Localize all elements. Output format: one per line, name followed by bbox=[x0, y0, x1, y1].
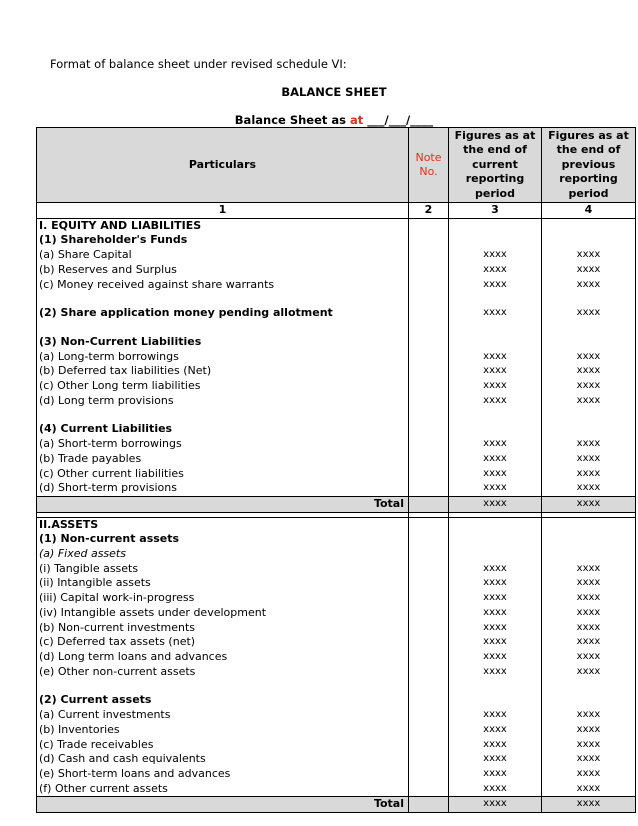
value-current: xxxx bbox=[449, 306, 542, 321]
table-row bbox=[37, 306, 636, 321]
empty-cell bbox=[542, 292, 636, 306]
group-heading-row bbox=[37, 693, 636, 708]
empty-cell bbox=[409, 233, 449, 248]
value-previous: xxxx bbox=[542, 738, 636, 753]
value-current: xxxx bbox=[449, 394, 542, 409]
date-prefix: Balance Sheet as bbox=[234, 113, 351, 127]
spacer-row bbox=[37, 679, 636, 693]
subgroup-heading-row bbox=[37, 547, 636, 562]
empty-cell bbox=[542, 679, 636, 693]
empty-cell bbox=[409, 306, 449, 321]
header-note-no: Note No. bbox=[409, 128, 449, 203]
row-label: (2) Share application money pending allotment bbox=[37, 306, 409, 321]
value-current: xxxx bbox=[449, 621, 542, 636]
value-current: xxxx bbox=[449, 752, 542, 767]
header-row bbox=[37, 128, 636, 203]
empty-cell bbox=[409, 650, 449, 665]
value-current: xxxx bbox=[449, 379, 542, 394]
table-row bbox=[37, 481, 636, 496]
empty-cell bbox=[449, 517, 542, 532]
table-row bbox=[37, 248, 636, 263]
row-label: (d) Long term loans and advances bbox=[37, 650, 409, 665]
value-previous: xxxx bbox=[542, 481, 636, 496]
value-current: xxxx bbox=[449, 767, 542, 782]
header-current-period: Figures as at the end of current reporting period bbox=[449, 128, 542, 203]
empty-cell bbox=[409, 752, 449, 767]
empty-cell bbox=[542, 693, 636, 708]
row-label: (c) Trade receivables bbox=[37, 738, 409, 753]
value-previous: xxxx bbox=[542, 278, 636, 293]
value-previous: xxxx bbox=[542, 723, 636, 738]
col-number: 3 bbox=[449, 203, 542, 219]
empty-cell bbox=[409, 767, 449, 782]
empty-cell bbox=[409, 218, 449, 233]
empty-cell bbox=[409, 408, 449, 422]
table-row bbox=[37, 350, 636, 365]
value-previous: xxxx bbox=[542, 621, 636, 636]
value-previous: xxxx bbox=[542, 350, 636, 365]
row-label: (c) Money received against share warrants bbox=[37, 278, 409, 293]
table-row bbox=[37, 752, 636, 767]
empty-cell bbox=[449, 321, 542, 335]
empty-cell bbox=[409, 635, 449, 650]
table-row bbox=[37, 723, 636, 738]
group-heading: (4) Current Liabilities bbox=[37, 422, 409, 437]
row-label: (d) Cash and cash equivalents bbox=[37, 752, 409, 767]
table-row bbox=[37, 562, 636, 577]
table-row bbox=[37, 606, 636, 621]
table-row bbox=[37, 576, 636, 591]
empty-cell bbox=[409, 708, 449, 723]
row-label: (iv) Intangible assets under development bbox=[37, 606, 409, 621]
row-label: (c) Other Long term liabilities bbox=[37, 379, 409, 394]
empty-cell bbox=[409, 679, 449, 693]
empty-cell bbox=[542, 218, 636, 233]
spacer-row bbox=[37, 408, 636, 422]
value-current: xxxx bbox=[449, 650, 542, 665]
empty-cell bbox=[449, 693, 542, 708]
empty-cell bbox=[449, 422, 542, 437]
value-current: xxxx bbox=[449, 452, 542, 467]
empty-cell bbox=[542, 233, 636, 248]
value-current: xxxx bbox=[449, 591, 542, 606]
table-row bbox=[37, 708, 636, 723]
empty-cell bbox=[449, 679, 542, 693]
empty-cell bbox=[409, 797, 449, 813]
group-heading-row bbox=[37, 532, 636, 547]
value-current: xxxx bbox=[449, 278, 542, 293]
row-label: (f) Other current assets bbox=[37, 782, 409, 797]
table-row bbox=[37, 782, 636, 797]
total-previous: xxxx bbox=[542, 797, 636, 813]
subgroup-heading: (a) Fixed assets bbox=[37, 547, 409, 562]
value-previous: xxxx bbox=[542, 263, 636, 278]
col-number: 4 bbox=[542, 203, 636, 219]
date-at: at bbox=[350, 113, 364, 127]
empty-cell bbox=[409, 263, 449, 278]
empty-cell bbox=[542, 532, 636, 547]
group-heading-row bbox=[37, 335, 636, 350]
intro-text: Format of balance sheet under revised schedule VI: bbox=[50, 57, 347, 71]
table-row bbox=[37, 364, 636, 379]
value-current: xxxx bbox=[449, 738, 542, 753]
empty-cell bbox=[37, 292, 409, 306]
empty-cell bbox=[409, 394, 449, 409]
group-heading: (1) Non-current assets bbox=[37, 532, 409, 547]
empty-cell bbox=[409, 496, 449, 512]
balance-sheet-table bbox=[36, 127, 636, 813]
empty-cell bbox=[449, 335, 542, 350]
empty-cell bbox=[449, 532, 542, 547]
empty-cell bbox=[409, 437, 449, 452]
table-row bbox=[37, 437, 636, 452]
table-row bbox=[37, 738, 636, 753]
group-heading-row bbox=[37, 422, 636, 437]
empty-cell bbox=[409, 738, 449, 753]
total-row bbox=[37, 797, 636, 813]
total-current: xxxx bbox=[449, 797, 542, 813]
row-label: (i) Tangible assets bbox=[37, 562, 409, 577]
empty-cell bbox=[542, 547, 636, 562]
empty-cell bbox=[409, 481, 449, 496]
empty-cell bbox=[409, 693, 449, 708]
value-previous: xxxx bbox=[542, 650, 636, 665]
row-label: (a) Long-term borrowings bbox=[37, 350, 409, 365]
spacer-row bbox=[37, 321, 636, 335]
row-label: (ii) Intangible assets bbox=[37, 576, 409, 591]
table-row bbox=[37, 591, 636, 606]
value-current: xxxx bbox=[449, 576, 542, 591]
empty-cell bbox=[409, 379, 449, 394]
row-label: (b) Non-current investments bbox=[37, 621, 409, 636]
value-previous: xxxx bbox=[542, 562, 636, 577]
table-row bbox=[37, 467, 636, 482]
table-row bbox=[37, 452, 636, 467]
value-current: xxxx bbox=[449, 665, 542, 680]
row-label: (b) Trade payables bbox=[37, 452, 409, 467]
empty-cell bbox=[409, 547, 449, 562]
value-previous: xxxx bbox=[542, 767, 636, 782]
row-label: (c) Other current liabilities bbox=[37, 467, 409, 482]
value-previous: xxxx bbox=[542, 635, 636, 650]
header-particulars: Particulars bbox=[37, 128, 409, 203]
total-current: xxxx bbox=[449, 496, 542, 512]
value-previous: xxxx bbox=[542, 752, 636, 767]
group-heading: (3) Non-Current Liabilities bbox=[37, 335, 409, 350]
empty-cell bbox=[409, 335, 449, 350]
table-row bbox=[37, 635, 636, 650]
empty-cell bbox=[409, 248, 449, 263]
empty-cell bbox=[37, 321, 409, 335]
empty-cell bbox=[542, 335, 636, 350]
value-current: xxxx bbox=[449, 248, 542, 263]
empty-cell bbox=[409, 576, 449, 591]
empty-cell bbox=[409, 517, 449, 532]
value-previous: xxxx bbox=[542, 306, 636, 321]
empty-cell bbox=[449, 292, 542, 306]
document-title: BALANCE SHEET bbox=[281, 85, 387, 99]
value-current: xxxx bbox=[449, 606, 542, 621]
value-previous: xxxx bbox=[542, 467, 636, 482]
empty-cell bbox=[409, 621, 449, 636]
empty-cell bbox=[409, 364, 449, 379]
table-row bbox=[37, 263, 636, 278]
table-row bbox=[37, 278, 636, 293]
value-previous: xxxx bbox=[542, 576, 636, 591]
row-label: (e) Short-term loans and advances bbox=[37, 767, 409, 782]
empty-cell bbox=[449, 408, 542, 422]
table-row bbox=[37, 650, 636, 665]
row-label: (iii) Capital work-in-progress bbox=[37, 591, 409, 606]
row-label: (c) Deferred tax assets (net) bbox=[37, 635, 409, 650]
row-label: (d) Long term provisions bbox=[37, 394, 409, 409]
balance-sheet-date-line bbox=[0, 113, 638, 127]
empty-cell bbox=[409, 467, 449, 482]
row-label: (e) Other non-current assets bbox=[37, 665, 409, 680]
value-current: xxxx bbox=[449, 782, 542, 797]
value-previous: xxxx bbox=[542, 379, 636, 394]
total-row bbox=[37, 496, 636, 512]
row-label: (a) Share Capital bbox=[37, 248, 409, 263]
row-label: (b) Inventories bbox=[37, 723, 409, 738]
empty-cell bbox=[542, 408, 636, 422]
value-current: xxxx bbox=[449, 708, 542, 723]
empty-cell bbox=[409, 278, 449, 293]
table-row bbox=[37, 621, 636, 636]
empty-cell bbox=[449, 233, 542, 248]
empty-cell bbox=[409, 292, 449, 306]
column-number-row bbox=[37, 203, 636, 219]
value-previous: xxxx bbox=[542, 591, 636, 606]
row-label: (a) Current investments bbox=[37, 708, 409, 723]
group-heading-row bbox=[37, 233, 636, 248]
value-current: xxxx bbox=[449, 481, 542, 496]
value-previous: xxxx bbox=[542, 394, 636, 409]
group-heading: (1) Shareholder's Funds bbox=[37, 233, 409, 248]
value-current: xxxx bbox=[449, 723, 542, 738]
value-previous: xxxx bbox=[542, 708, 636, 723]
empty-cell bbox=[409, 723, 449, 738]
value-previous: xxxx bbox=[542, 606, 636, 621]
value-current: xxxx bbox=[449, 467, 542, 482]
empty-cell bbox=[37, 679, 409, 693]
row-label: (b) Deferred tax liabilities (Net) bbox=[37, 364, 409, 379]
value-previous: xxxx bbox=[542, 665, 636, 680]
value-previous: xxxx bbox=[542, 364, 636, 379]
empty-cell bbox=[409, 562, 449, 577]
col-number: 1 bbox=[37, 203, 409, 219]
total-label: Total bbox=[37, 496, 409, 512]
empty-cell bbox=[409, 532, 449, 547]
section-heading-row bbox=[37, 218, 636, 233]
col-number: 2 bbox=[409, 203, 449, 219]
empty-cell bbox=[449, 218, 542, 233]
value-current: xxxx bbox=[449, 562, 542, 577]
empty-cell bbox=[449, 547, 542, 562]
table-row bbox=[37, 394, 636, 409]
value-previous: xxxx bbox=[542, 437, 636, 452]
empty-cell bbox=[409, 350, 449, 365]
value-previous: xxxx bbox=[542, 248, 636, 263]
section-heading-row bbox=[37, 517, 636, 532]
empty-cell bbox=[37, 408, 409, 422]
empty-cell bbox=[409, 782, 449, 797]
total-label: Total bbox=[37, 797, 409, 813]
section-heading: I. EQUITY AND LIABILITIES bbox=[37, 218, 409, 233]
value-current: xxxx bbox=[449, 263, 542, 278]
empty-cell bbox=[409, 591, 449, 606]
value-current: xxxx bbox=[449, 437, 542, 452]
empty-cell bbox=[409, 452, 449, 467]
empty-cell bbox=[409, 665, 449, 680]
section-heading: II.ASSETS bbox=[37, 517, 409, 532]
empty-cell bbox=[542, 321, 636, 335]
row-label: (d) Short-term provisions bbox=[37, 481, 409, 496]
table-row bbox=[37, 379, 636, 394]
group-heading: (2) Current assets bbox=[37, 693, 409, 708]
table-row bbox=[37, 767, 636, 782]
date-blank: ___/___/____ bbox=[363, 113, 434, 127]
row-label: (b) Reserves and Surplus bbox=[37, 263, 409, 278]
empty-cell bbox=[409, 422, 449, 437]
value-previous: xxxx bbox=[542, 782, 636, 797]
value-current: xxxx bbox=[449, 364, 542, 379]
table-row bbox=[37, 665, 636, 680]
value-current: xxxx bbox=[449, 350, 542, 365]
row-label: (a) Short-term borrowings bbox=[37, 437, 409, 452]
empty-cell bbox=[409, 606, 449, 621]
value-current: xxxx bbox=[449, 635, 542, 650]
empty-cell bbox=[542, 422, 636, 437]
header-previous-period: Figures as at the end of previous reporting period bbox=[542, 128, 636, 203]
total-previous: xxxx bbox=[542, 496, 636, 512]
spacer-row bbox=[37, 292, 636, 306]
empty-cell bbox=[409, 321, 449, 335]
empty-cell bbox=[542, 517, 636, 532]
value-previous: xxxx bbox=[542, 452, 636, 467]
